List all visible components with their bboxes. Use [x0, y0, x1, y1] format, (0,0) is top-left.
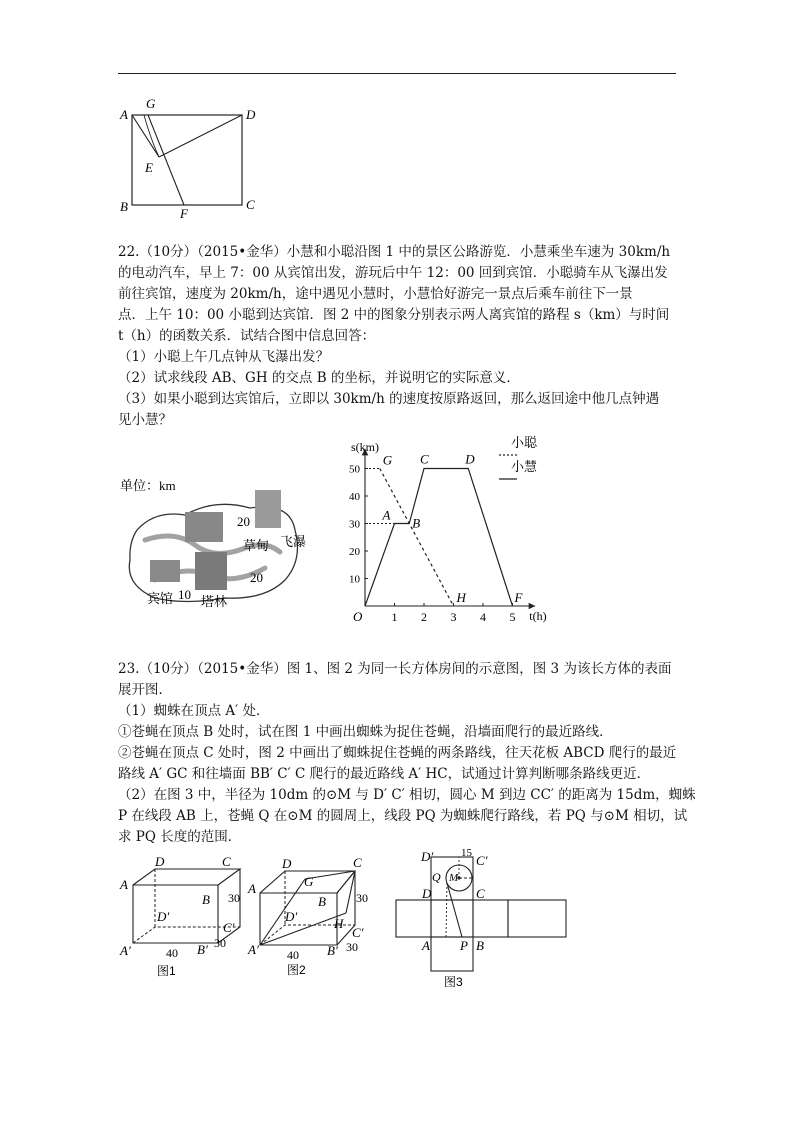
q22-sub3a: （3）如果小聪到达宾馆后，立即以 30km/h 的速度按原路返回，那么返回途中他几点钟遇 — [118, 391, 660, 407]
point-label-C: C — [420, 451, 429, 467]
q23-sub2b: P 在线段 AB 上，苍蝇 Q 在⊙M 的圆周上，线段 PQ 为蜘蛛爬行路线，若 PQ 与⊙M 相切，试 — [118, 808, 688, 824]
map-dist-20a: 20 — [237, 514, 250, 529]
f3-B: B — [476, 938, 484, 953]
q23-c2b: 路线 A′ GC 和往墙面 BB′ C′ C 爬行的最近路线 A′ HC，试通过计算判断哪条路线更近． — [118, 766, 651, 782]
f3-D: D — [422, 886, 432, 901]
series-line-0 — [365, 469, 513, 607]
f1-A: A — [120, 877, 128, 892]
q22-sub2: （2）试求线段 AB、GH 的交点 B 的坐标，并说明它的实际意义． — [118, 370, 520, 386]
f1-Bp: B′ — [197, 942, 208, 957]
label-F: F — [180, 206, 188, 220]
f3-C: C — [476, 886, 485, 901]
f3-M: M — [449, 872, 459, 884]
x-tick-label: 2 — [421, 610, 427, 624]
f3-P: P — [460, 938, 468, 953]
f1-Dp: D′ — [157, 909, 170, 924]
x-tick-label: 4 — [480, 610, 486, 624]
legend-label: 小聪 — [511, 435, 538, 450]
origin-label: O — [353, 609, 363, 624]
q23-text — [118, 659, 696, 848]
label-C: C — [246, 197, 255, 212]
x-axis-label: t(h) — [529, 609, 547, 623]
label-B: B — [120, 199, 128, 214]
f3-Dp: D′ — [421, 849, 434, 864]
f2-Dp: D′ — [285, 909, 298, 924]
cuboid-figure-2 — [245, 855, 385, 980]
hotel-image — [150, 560, 180, 582]
q22-text — [118, 242, 670, 431]
f2-B: B — [318, 894, 326, 909]
f1-D: D — [155, 855, 165, 869]
map-waterfall: 飞瀑 — [280, 534, 307, 549]
x-tick-label: 1 — [391, 610, 398, 624]
q23-c1: ①苍蝇在顶点 B 处时，试在图 1 中画出蜘蛛为捉住苍蝇，沿墙面爬行的最近路线． — [118, 724, 613, 740]
x-tick-label: 5 — [509, 610, 516, 624]
q22-sub1: （1）小聪上午几点钟从飞瀑出发？ — [118, 349, 330, 365]
f2-C: C — [353, 855, 362, 870]
x-tick-label: 3 — [450, 610, 457, 624]
q23-sub2c: 求 PQ 长度的范围． — [118, 829, 242, 845]
q22-line4: 点．上午 10：00 小聪到达宾馆．图 2 中的图象分别表示两人离宾馆的路程 s（km）与时间 — [118, 307, 670, 323]
f1-h: 30 — [228, 891, 240, 905]
header-rule — [118, 73, 676, 74]
cuboid-net-figure-3 — [390, 845, 575, 990]
series-line-1 — [380, 469, 454, 607]
f1-caption: 图1 — [157, 964, 176, 978]
f1-Cp: C′ — [223, 920, 235, 935]
f2-H: H — [334, 916, 344, 931]
q23-line2: 展开图． — [118, 682, 172, 698]
tower-image — [195, 552, 227, 590]
scenic-map — [115, 470, 315, 615]
point-label-B: B — [412, 515, 421, 531]
f1-Ap: A′ — [120, 943, 131, 958]
label-G: G — [146, 96, 156, 111]
label-A: A — [120, 107, 128, 122]
y-axis-label: s(km) — [351, 439, 379, 454]
label-E: E — [145, 160, 153, 175]
f2-w: 40 — [287, 948, 299, 962]
f2-G: G — [304, 874, 314, 889]
point-label-G: G — [382, 452, 393, 468]
q22-line3: 前往宾馆，速度为 20km/h，途中遇见小慧时，小慧恰好游完一景点后乘车前往下一景 — [118, 286, 633, 302]
f3-caption: 图3 — [444, 975, 463, 989]
q23-c2a: ②苍蝇在顶点 C 处时，图 2 中画出了蜘蛛捉住苍蝇的两条路线，往天花板 ABCD 爬行的最近 — [118, 745, 677, 761]
f1-C: C — [222, 855, 231, 869]
f1-w: 40 — [166, 946, 178, 960]
f3-Q: Q — [432, 870, 441, 884]
point-label-F: F — [514, 590, 523, 605]
map-meadow: 草甸 — [243, 538, 270, 553]
q23-line1: 23.（10分）（2015•金华）图 1、图 2 为同一长方体房间的示意图，图 3 为该长方体的表面 — [118, 661, 672, 677]
q22-sub3b: 见小慧？ — [118, 412, 172, 428]
f1-B: B — [202, 892, 210, 907]
point-label-D: D — [465, 451, 475, 467]
meadow-image — [255, 490, 281, 528]
f3-A: A — [422, 938, 430, 953]
y-tick-label: 20 — [349, 546, 360, 558]
q22-line1: 22.（10分）（2015•金华）小慧和小聪沿图 1 中的景区公路游览．小慧乘坐车速为 30km/h — [118, 244, 671, 260]
legend-label: 小慧 — [511, 459, 538, 474]
f1-d: 30 — [214, 936, 226, 950]
map-unit: 单位：km — [120, 478, 176, 493]
f2-d: 30 — [346, 940, 358, 954]
point-label-A: A — [382, 507, 391, 523]
f2-A: A — [248, 881, 256, 896]
q23-sub2a: （2）在图 3 中，半径为 10dm 的⊙M 与 D′ C′ 相切，圆心 M 到边 CC′ 的距离为 15dm，蜘蛛 — [118, 787, 696, 803]
map-dist-10: 10 — [178, 587, 191, 602]
q22-line2: 的电动汽车，早上 7：00 从宾馆出发，游玩后中午 12：00 回到宾馆．小聪骑车从飞瀑出发 — [118, 265, 668, 281]
q23-sub1: （1）蜘蛛在顶点 A′ 处． — [118, 703, 270, 719]
q22-line5: t（h）的函数关系．试结合图中信息回答： — [118, 328, 376, 344]
map-hotel: 宾馆 — [147, 591, 174, 606]
f3-Cp: C′ — [476, 853, 488, 868]
f2-h: 30 — [356, 891, 368, 905]
label-D: D — [246, 107, 256, 122]
f2-D: D — [282, 856, 292, 871]
f2-Ap: A′ — [248, 942, 259, 957]
point-label-H: H — [456, 590, 466, 605]
map-tower: 塔林 — [201, 594, 228, 609]
cuboid-figure-1 — [115, 855, 255, 980]
y-tick-label: 10 — [349, 573, 360, 586]
map-dist-20b: 20 — [250, 570, 263, 585]
y-tick-label: 50 — [349, 463, 360, 476]
y-tick-label: 40 — [349, 491, 360, 503]
f2-caption: 图2 — [287, 963, 306, 977]
f2-Cp: C′ — [352, 925, 364, 940]
f3-r: 15 — [461, 847, 472, 859]
top-rectangle-figure — [115, 95, 265, 220]
building-image — [185, 512, 223, 542]
f2-Bp: B′ — [327, 943, 338, 958]
distance-time-chart — [335, 435, 565, 630]
y-tick-label: 30 — [349, 518, 360, 531]
